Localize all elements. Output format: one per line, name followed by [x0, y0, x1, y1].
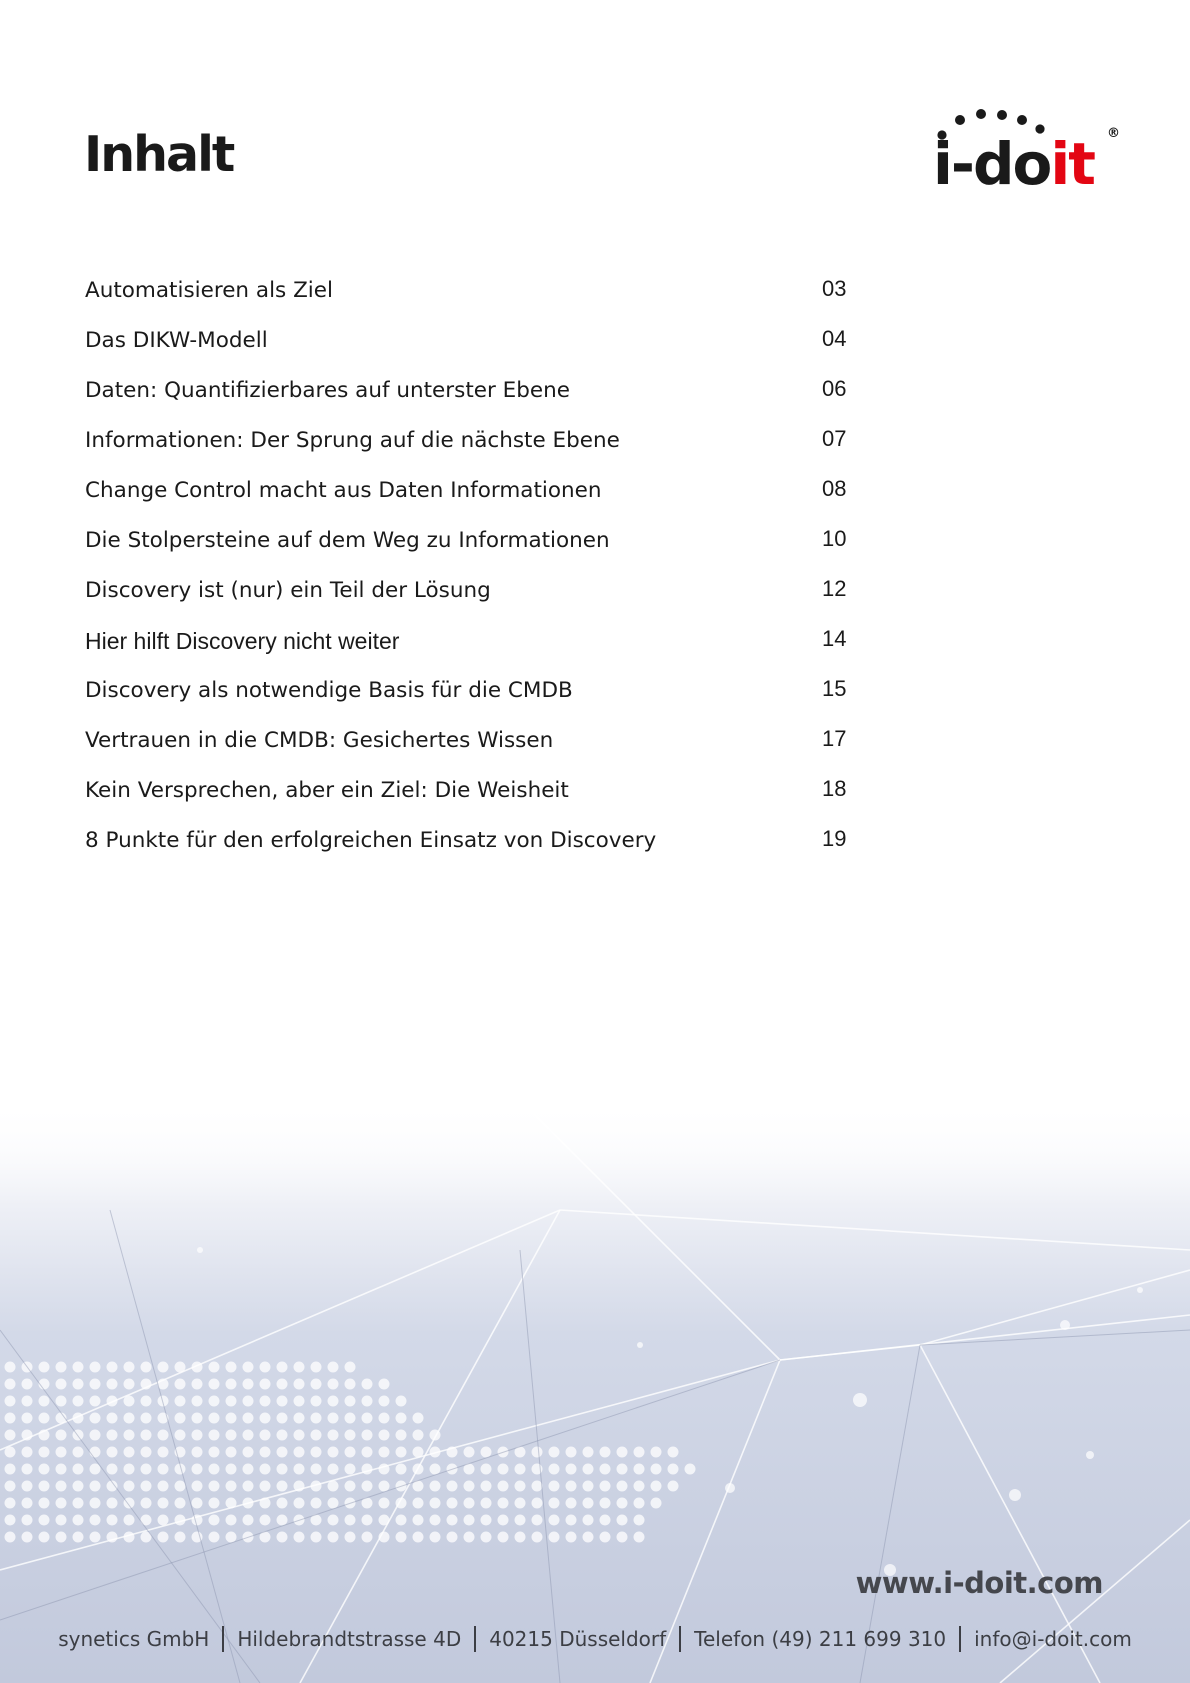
toc-entry-page: 08 — [822, 476, 847, 501]
separator — [474, 1626, 476, 1652]
toc-entry[interactable] — [85, 272, 855, 322]
company-name: synetics GmbH — [58, 1627, 210, 1651]
toc-entry-title: Das DIKW-Modell — [85, 328, 268, 353]
toc-entry[interactable] — [85, 722, 855, 772]
phone-number: Telefon (49) 211 699 310 — [694, 1627, 947, 1651]
toc-entry-title: Discovery ist (nur) ein Teil der Lösung — [85, 578, 491, 603]
toc-entry-page: 14 — [822, 626, 847, 651]
separator — [959, 1626, 961, 1652]
separator — [679, 1626, 681, 1652]
toc-entry-page: 06 — [822, 376, 847, 401]
toc-entry-title: Discovery als notwendige Basis für die CMDB — [85, 678, 573, 703]
toc-entry[interactable] — [85, 622, 855, 672]
toc-entry-title: Kein Versprechen, aber ein Ziel: Die Weisheit — [85, 778, 569, 803]
page-title: Inhalt — [84, 126, 234, 183]
toc-entry[interactable] — [85, 372, 855, 422]
toc-entry[interactable] — [85, 422, 855, 472]
toc-entry-page: 03 — [822, 276, 847, 301]
contact-bar — [0, 1626, 1190, 1652]
i-doit-logo — [935, 108, 1125, 188]
logo-text-prefix: i-do — [935, 130, 1051, 188]
toc-entry-title: Automatisieren als Ziel — [85, 278, 333, 303]
email-address[interactable]: info@i-doit.com — [974, 1627, 1132, 1651]
street-address: Hildebrandtstrasse 4D — [237, 1627, 462, 1651]
toc-entry-title: Informationen: Der Sprung auf die nächste Ebene — [85, 428, 620, 453]
toc-entry[interactable] — [85, 822, 855, 872]
toc-entry[interactable] — [85, 772, 855, 822]
toc-entry-title: 8 Punkte für den erfolgreichen Einsatz von Discovery — [85, 828, 657, 853]
toc-entry-title: Hier hilft Discovery nicht weiter — [85, 628, 400, 654]
toc-entry-page: 17 — [822, 726, 847, 751]
toc-entry-page: 10 — [822, 526, 847, 551]
registered-mark: ® — [1107, 126, 1120, 141]
toc-entry-page: 19 — [822, 826, 847, 851]
toc-entry-page: 15 — [822, 676, 847, 701]
toc-entry[interactable] — [85, 472, 855, 522]
toc-entry-page: 12 — [822, 576, 847, 601]
toc-entry-page: 07 — [822, 426, 847, 451]
toc-entry[interactable] — [85, 522, 855, 572]
toc-entry[interactable] — [85, 322, 855, 372]
i-doit-logo-graphic — [935, 108, 1110, 188]
toc-entry-title: Die Stolpersteine auf dem Weg zu Informationen — [85, 528, 610, 553]
logo-text-suffix: it — [1050, 130, 1094, 188]
toc-entry-title: Daten: Quantifizierbares auf unterster Ebene — [85, 378, 570, 403]
toc-entry[interactable] — [85, 572, 855, 622]
toc-entry-page: 18 — [822, 776, 847, 801]
city-address: 40215 Düsseldorf — [489, 1627, 667, 1651]
toc-entry-title: Vertrauen in die CMDB: Gesichertes Wissen — [85, 728, 554, 753]
toc-entry[interactable] — [85, 672, 855, 722]
website-url[interactable]: www.i-doit.com — [855, 1566, 1103, 1600]
separator — [222, 1626, 224, 1652]
table-of-contents — [85, 272, 855, 872]
svg-text:i-doit — [935, 130, 1095, 188]
toc-entry-title: Change Control macht aus Daten Informationen — [85, 478, 602, 503]
toc-entry-page: 04 — [822, 326, 847, 351]
